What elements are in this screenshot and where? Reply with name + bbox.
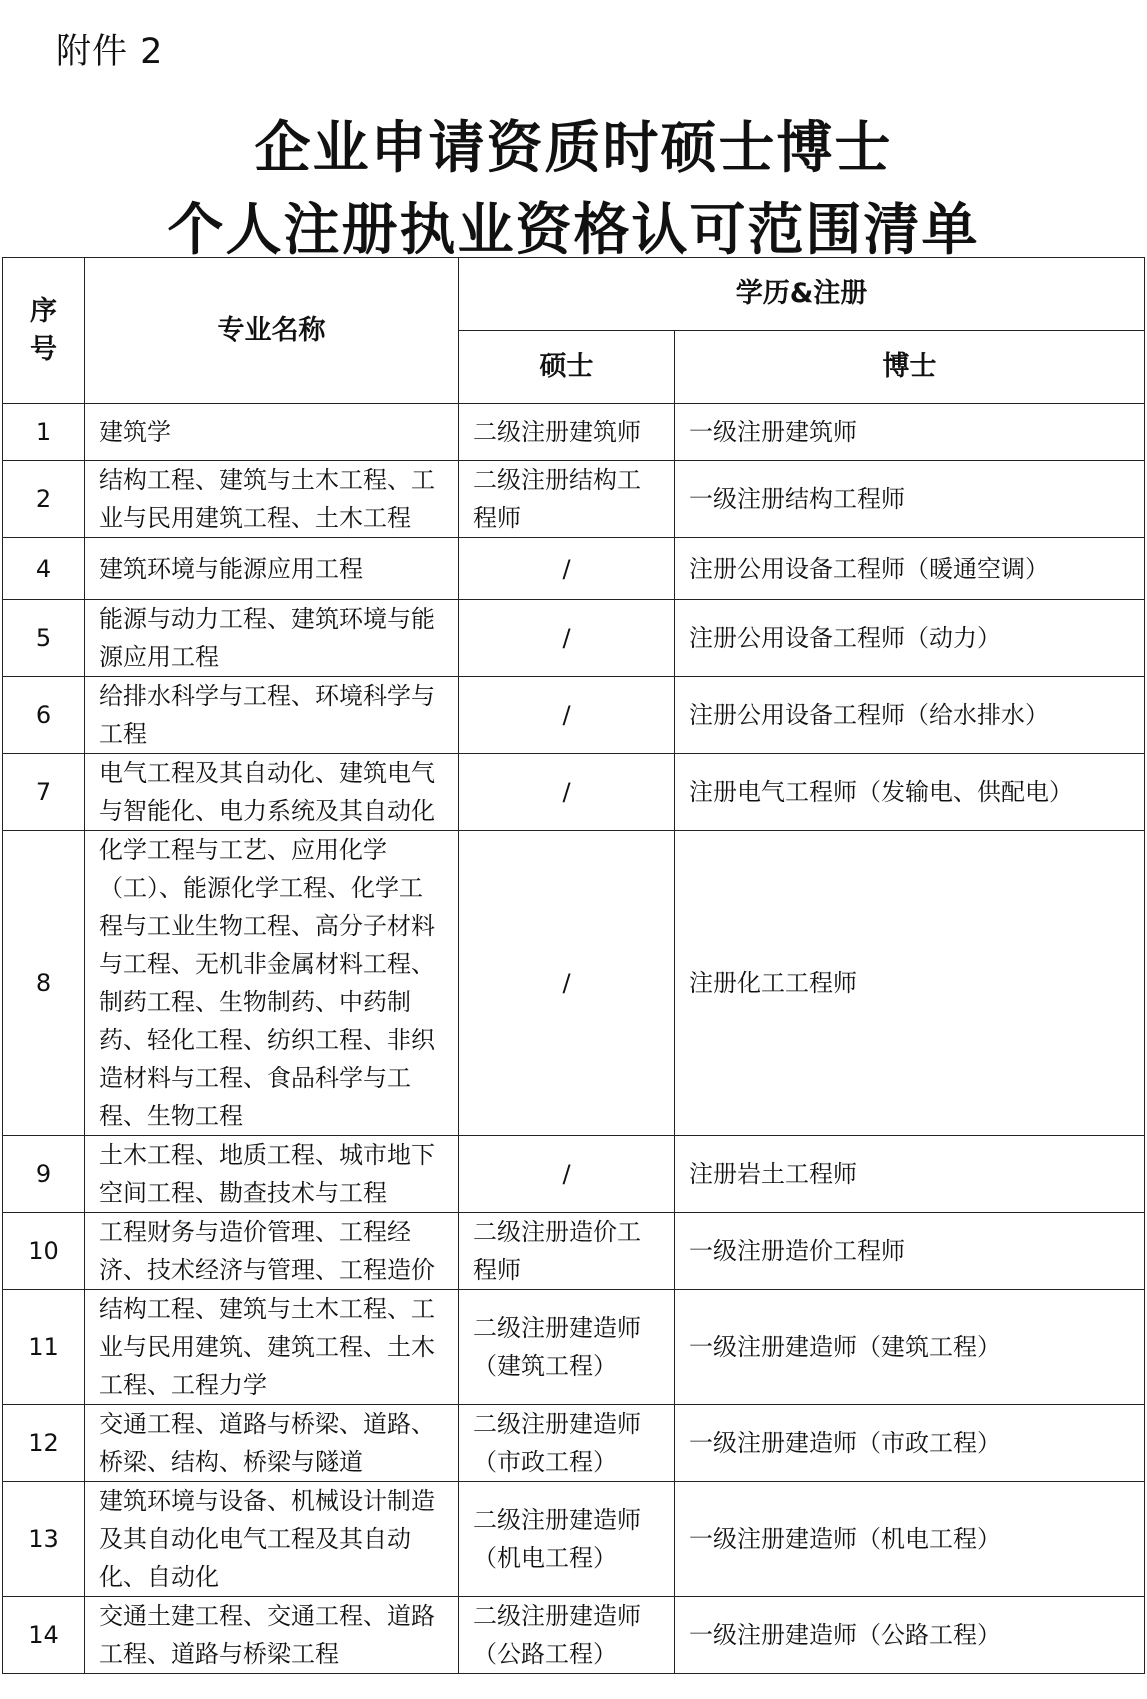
cell-index: 4 bbox=[3, 538, 85, 600]
cell-index: 1 bbox=[3, 404, 85, 461]
cell-index: 6 bbox=[3, 677, 85, 754]
cell-major: 能源与动力工程、建筑环境与能源应用工程 bbox=[85, 600, 459, 677]
cell-index: 12 bbox=[3, 1405, 85, 1482]
table-row bbox=[3, 831, 1145, 1136]
cell-major: 结构工程、建筑与土木工程、工业与民用建筑工程、土木工程 bbox=[85, 461, 459, 538]
cell-major: 化学工程与工艺、应用化学（工）、能源化学工程、化学工程与工业生物工程、高分子材料与工程、无机非金属材料工程、制药工程、生物制药、中药制药、轻化工程、纺织工程、非织造材料与工程、食品科学与工程、生物工程 bbox=[85, 831, 459, 1136]
table-row bbox=[3, 1290, 1145, 1405]
cell-phd: 注册公用设备工程师（给水排水） bbox=[675, 677, 1145, 754]
table-row bbox=[3, 1136, 1145, 1213]
cell-major: 建筑环境与能源应用工程 bbox=[85, 538, 459, 600]
cell-phd: 注册公用设备工程师（动力） bbox=[675, 600, 1145, 677]
table-row bbox=[3, 677, 1145, 754]
header-master: 硕士 bbox=[459, 331, 675, 404]
cell-master: 二级注册建造师（市政工程） bbox=[459, 1405, 675, 1482]
cell-phd: 一级注册建造师（公路工程） bbox=[675, 1597, 1145, 1674]
cell-phd: 一级注册结构工程师 bbox=[675, 461, 1145, 538]
table-row bbox=[3, 538, 1145, 600]
cell-master: / bbox=[459, 538, 675, 600]
cell-index: 11 bbox=[3, 1290, 85, 1405]
header-education-registration: 学历&注册 bbox=[459, 258, 1145, 331]
cell-major: 建筑学 bbox=[85, 404, 459, 461]
cell-index: 8 bbox=[3, 831, 85, 1136]
cell-master: 二级注册建造师（机电工程） bbox=[459, 1482, 675, 1597]
table-row bbox=[3, 1213, 1145, 1290]
cell-index: 13 bbox=[3, 1482, 85, 1597]
cell-phd: 注册岩土工程师 bbox=[675, 1136, 1145, 1213]
cell-index: 2 bbox=[3, 461, 85, 538]
cell-index: 7 bbox=[3, 754, 85, 831]
cell-master: / bbox=[459, 831, 675, 1136]
cell-master: 二级注册结构工程师 bbox=[459, 461, 675, 538]
table-row bbox=[3, 1405, 1145, 1482]
cell-phd: 注册电气工程师（发输电、供配电） bbox=[675, 754, 1145, 831]
cell-major: 建筑环境与设备、机械设计制造及其自动化电气工程及其自动化、自动化 bbox=[85, 1482, 459, 1597]
cell-phd: 一级注册造价工程师 bbox=[675, 1213, 1145, 1290]
header-major: 专业名称 bbox=[85, 258, 459, 404]
cell-master: 二级注册建造师（公路工程） bbox=[459, 1597, 675, 1674]
cell-master: / bbox=[459, 754, 675, 831]
cell-phd: 一级注册建造师（建筑工程） bbox=[675, 1290, 1145, 1405]
table-row bbox=[3, 1482, 1145, 1597]
cell-master: / bbox=[459, 600, 675, 677]
cell-master: 二级注册建筑师 bbox=[459, 404, 675, 461]
cell-phd: 注册化工工程师 bbox=[675, 831, 1145, 1136]
cell-major: 电气工程及其自动化、建筑电气与智能化、电力系统及其自动化 bbox=[85, 754, 459, 831]
cell-master: 二级注册造价工程师 bbox=[459, 1213, 675, 1290]
cell-index: 5 bbox=[3, 600, 85, 677]
cell-phd: 一级注册建造师（机电工程） bbox=[675, 1482, 1145, 1597]
cell-index: 9 bbox=[3, 1136, 85, 1213]
table-row bbox=[3, 1597, 1145, 1674]
header-index: 序号 bbox=[3, 258, 85, 404]
cell-major: 结构工程、建筑与土木工程、工业与民用建筑、建筑工程、土木工程、工程力学 bbox=[85, 1290, 459, 1405]
cell-master: 二级注册建造师（建筑工程） bbox=[459, 1290, 675, 1405]
cell-index: 14 bbox=[3, 1597, 85, 1674]
cell-major: 土木工程、地质工程、城市地下空间工程、勘查技术与工程 bbox=[85, 1136, 459, 1213]
cell-major: 给排水科学与工程、环境科学与工程 bbox=[85, 677, 459, 754]
header-phd: 博士 bbox=[675, 331, 1145, 404]
table-row bbox=[3, 600, 1145, 677]
page-title-line1: 企业申请资质时硕士博士 bbox=[254, 115, 893, 181]
cell-phd: 一级注册建筑师 bbox=[675, 404, 1145, 461]
page-title-line2: 个人注册执业资格认可范围清单 bbox=[167, 197, 980, 263]
cell-phd: 注册公用设备工程师（暖通空调） bbox=[675, 538, 1145, 600]
table-row bbox=[3, 461, 1145, 538]
cell-major: 交通工程、道路与桥梁、道路、桥梁、结构、桥梁与隧道 bbox=[85, 1405, 459, 1482]
cell-master: / bbox=[459, 1136, 675, 1213]
attachment-label: 附件 2 bbox=[56, 32, 164, 72]
table-row bbox=[3, 754, 1145, 831]
cell-index: 10 bbox=[3, 1213, 85, 1290]
qualification-table bbox=[2, 257, 1145, 1674]
table-row bbox=[3, 404, 1145, 461]
cell-major: 交通土建工程、交通工程、道路工程、道路与桥梁工程 bbox=[85, 1597, 459, 1674]
cell-phd: 一级注册建造师（市政工程） bbox=[675, 1405, 1145, 1482]
cell-major: 工程财务与造价管理、工程经济、技术经济与管理、工程造价 bbox=[85, 1213, 459, 1290]
cell-master: / bbox=[459, 677, 675, 754]
